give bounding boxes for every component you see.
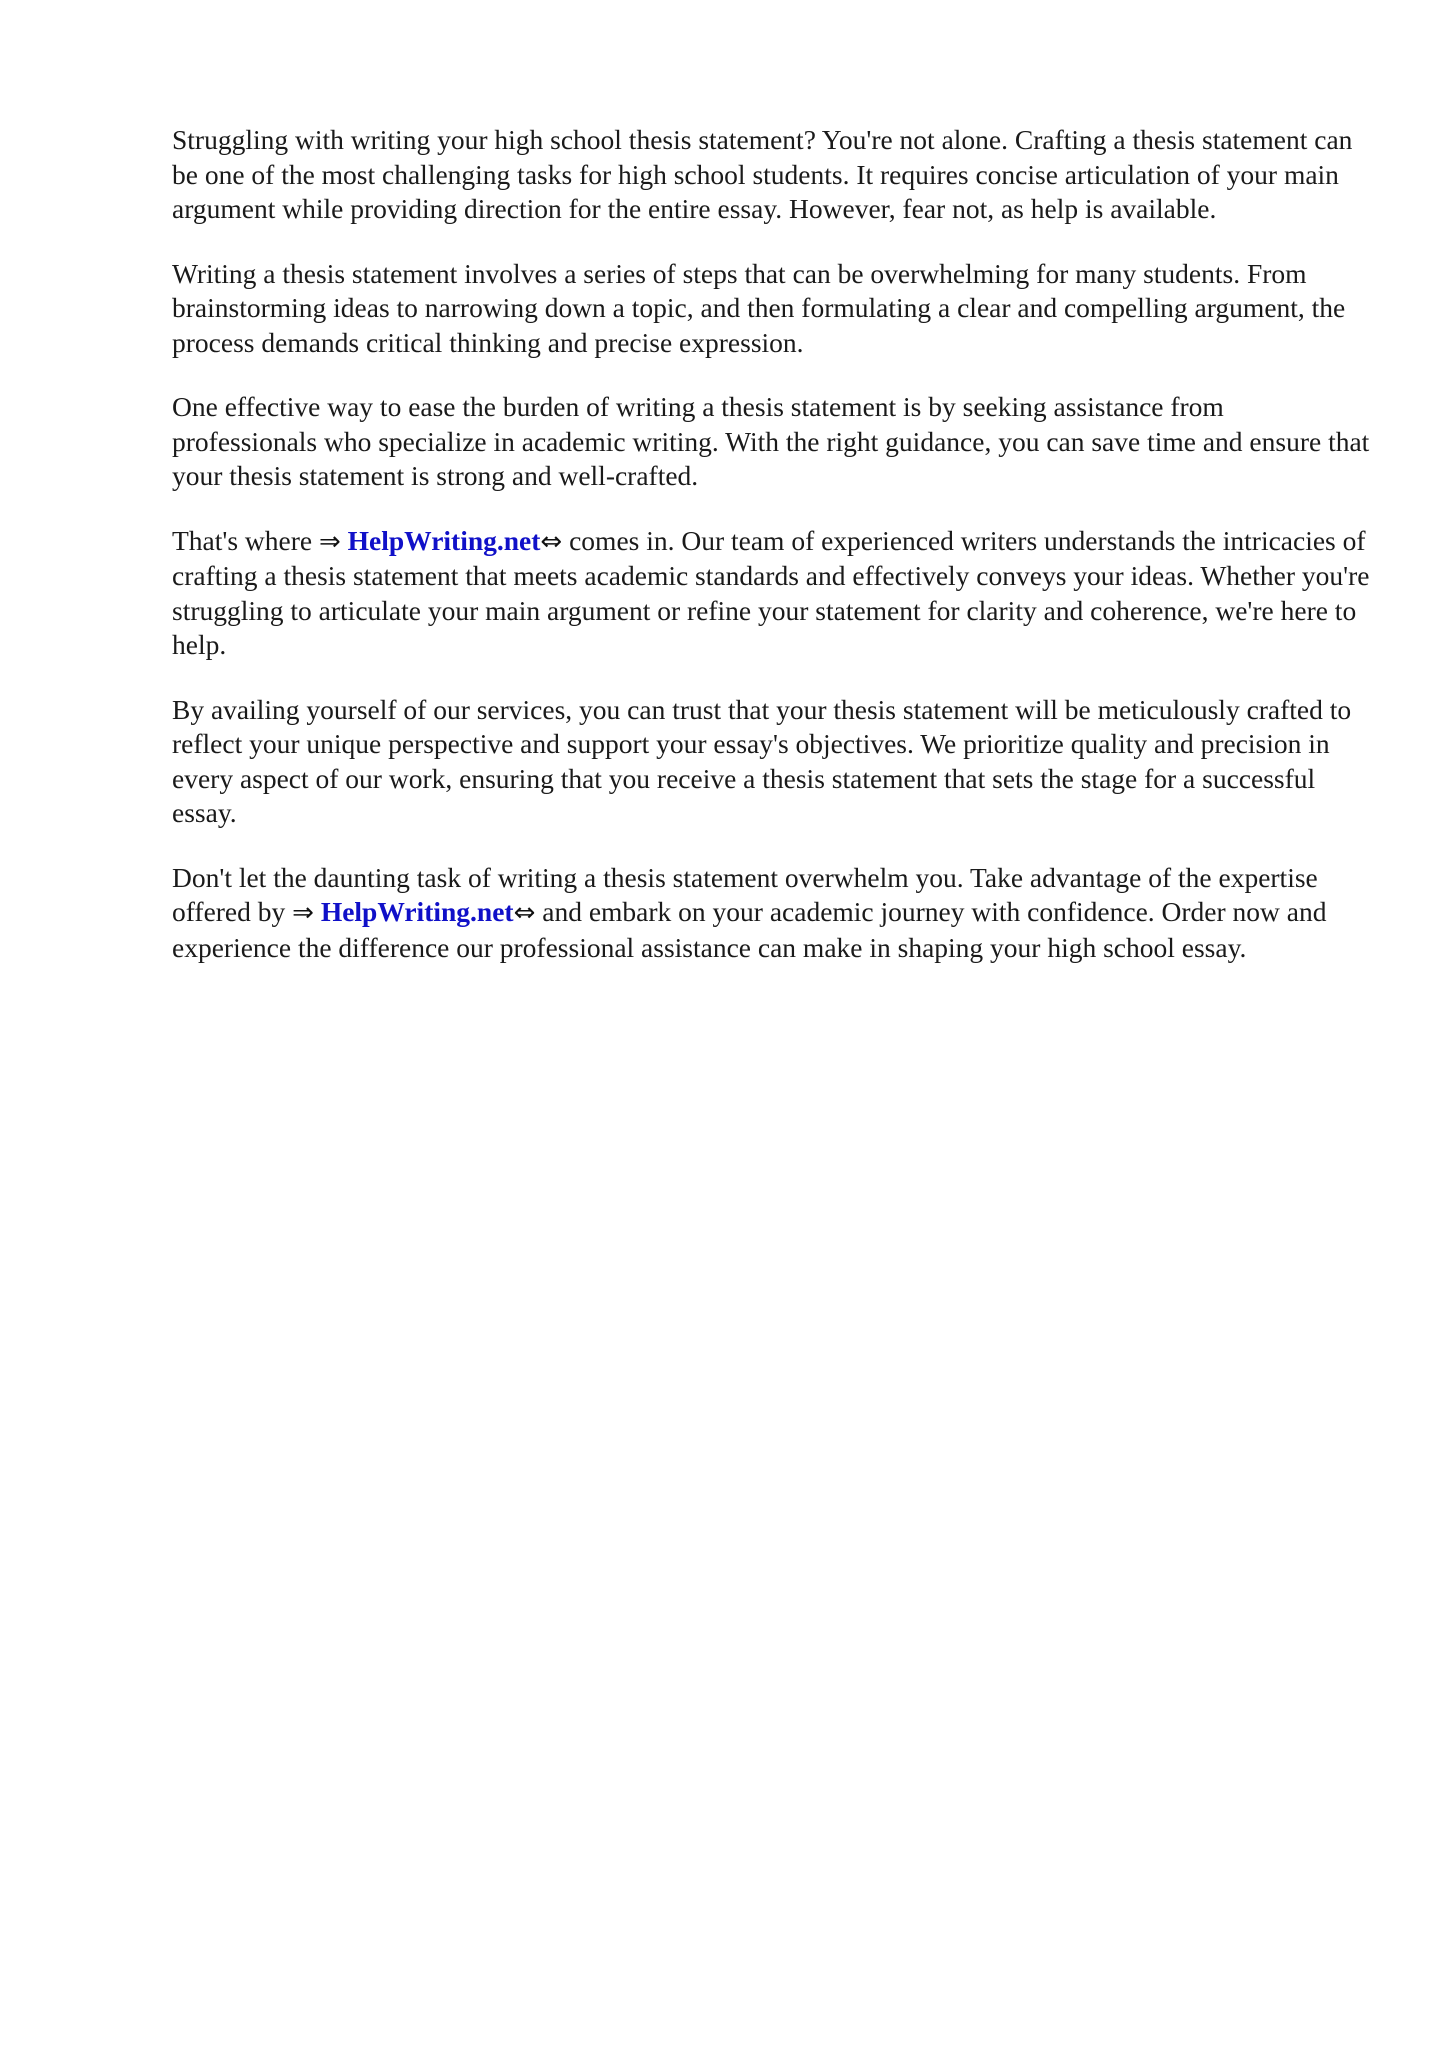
paragraph-services: By availing yourself of our services, you can trust that your thesis statement will be meticulously crafted to reflect your unique perspective and support your essay's objectives. We prioritize quality and precision in every aspect of our work, ensuring that you receive a thesis statement that sets the stage for a successful essay. [172, 693, 1352, 828]
helpwriting-link[interactable]: HelpWriting.net [347, 524, 541, 556]
paragraph-steps: Writing a thesis statement involves a series of steps that can be overwhelming for many students. From brainstorming ideas to narrowing down a topic, and then formulating a clear and compelling argument, the process demands critical thinking and precise expression. [172, 257, 1346, 358]
left-right-arrow-icon: ⇔ [540, 526, 563, 557]
right-arrow-icon: ⇒ [292, 898, 314, 928]
paragraph-service-intro [172, 524, 1372, 663]
paragraph-text-after-link: comes in. Our team of experienced writers understands the intricacies of crafting a thesis statement that meets academic standards and effectively conveys your ideas. Whether you're struggling to articulate your main argument or refine your statement for clarity and coherence, we're here to help. [172, 524, 1370, 660]
paragraph-call-to-action [172, 861, 1372, 966]
paragraph-text-after-link: and embark on your academic journey with confidence. Order now and experience the difference our professional assistance can make in shaping your high school essay. [172, 896, 1327, 963]
right-arrow-icon: ⇒ [318, 526, 341, 557]
paragraph-intro: Struggling with writing your high school thesis statement? You're not alone. Crafting a thesis statement can be one of the most challenging tasks for high school students. It requires concise articulation of your main argument while providing direction for the entire essay. However, fear not, as help is available. [172, 124, 1353, 224]
paragraph-assistance: One effective way to ease the burden of writing a thesis statement is by seeking assistance from professionals who specialize in academic writing. With the right guidance, you can save time and ensure that your thesis statement is strong and well-crafted. [172, 391, 1370, 491]
helpwriting-link[interactable]: HelpWriting.net [320, 896, 514, 927]
left-right-arrow-icon: ⇔ [513, 898, 536, 928]
paragraph-text-before-link: Don't let the daunting task of writing a thesis statement overwhelm you. Take advantage of the expertise offered by [172, 861, 1318, 927]
document-body [172, 123, 1372, 995]
paragraph-text-before-link: That's where [172, 524, 319, 556]
